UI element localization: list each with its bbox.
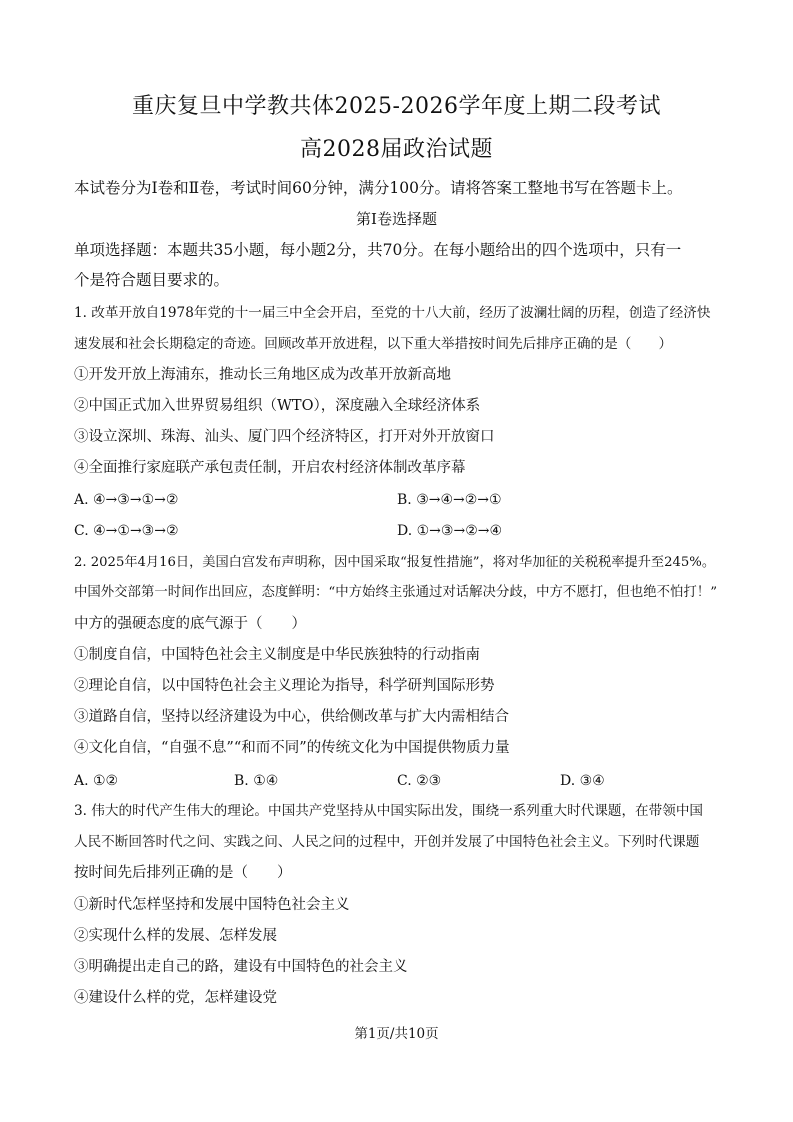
question-3-stem: 3. 伟大的时代产生伟大的理论。中国共产党坚持从中国实际出发，围绕一系列重大时代课题，在带领中国 — [74, 803, 704, 819]
question-3-stem: 按时间先后排列正确的是（ ） — [74, 865, 292, 881]
instructions-line: 个是符合题目要求的。 — [74, 271, 230, 289]
section-title: 第Ⅰ卷选择题 — [356, 210, 437, 228]
option-b[interactable]: B. ③→④→②→① — [397, 492, 502, 508]
option-b[interactable]: B. ①④ — [234, 773, 279, 789]
question-1-stem: 1. 改革开放自1978年党的十一届三中全会开启，至党的十八大前，经历了波澜壮阔的历程，创造了经济快 — [74, 305, 711, 321]
question-3-item: ③明确提出走自己的路，建设有中国特色的社会主义 — [74, 959, 408, 975]
option-a[interactable]: A. ④→③→①→② — [74, 492, 179, 508]
question-2-item: ②理论自信，以中国特色社会主义理论为指导，科学研判国际形势 — [74, 678, 495, 694]
question-1-options — [74, 489, 722, 511]
question-2-item: ④文化自信，“自强不息”“和而不同”的传统文化为中国提供物质力量 — [74, 740, 510, 756]
exam-title: 重庆复旦中学教共体2025-2026学年度上期二段考试 — [132, 94, 661, 119]
option-a[interactable]: A. ①② — [74, 773, 119, 789]
exam-subtitle: 高2028届政治试题 — [300, 137, 493, 162]
question-2-stem: 2. 2025年4月16日，美国白宫发布声明称，因中国采取“报复性措施”，将对华加征的关税税率提升至245%。 — [74, 555, 716, 570]
question-1-item: ①开发开放上海浦东，推动长三角地区成为改革开放新高地 — [74, 367, 451, 383]
question-3-item: ④建设什么样的党，怎样建设党 — [74, 990, 277, 1006]
question-2-stem: 中国外交部第一时间作出回应，态度鲜明：“中方始终主张通过对话解决分歧，中方不愿打，但也绝不怕打！” — [74, 585, 718, 600]
question-1-stem: 速发展和社会长期稳定的奇迹。回顾改革开放进程，以下重大举措按时间先后排序正确的是（ ） — [74, 336, 673, 352]
question-1-item: ②中国正式加入世界贸易组织（WTO），深度融入全球经济体系 — [74, 398, 481, 414]
page-number: 第1页/共10页 — [354, 1026, 439, 1042]
option-c[interactable]: C. ②③ — [397, 773, 442, 789]
question-3-stem: 人民不断回答时代之问、实践之问、人民之问的过程中，开创并发展了中国特色社会主义。下列时代课题 — [74, 834, 700, 850]
question-3-item: ①新时代怎样坚持和发展中国特色社会主义 — [74, 897, 350, 913]
instructions-line: 单项选择题：本题共35小题，每小题2分，共70分。在每小题给出的四个选项中，只有一 — [74, 241, 682, 259]
option-c[interactable]: C. ④→①→③→② — [74, 523, 179, 539]
question-2-options — [74, 770, 722, 792]
question-2-item: ③道路自信，坚持以经济建设为中心，供给侧改革与扩大内需相结合 — [74, 709, 509, 725]
exam-intro: 本试卷分为Ⅰ卷和Ⅱ卷，考试时间60分钟，满分100分。请将答案工整地书写在答题卡上。 — [74, 179, 683, 197]
question-1-options — [74, 520, 722, 542]
question-2-item: ①制度自信，中国特色社会主义制度是中华民族独特的行动指南 — [74, 647, 480, 663]
question-2-stem: 中方的强硬态度的底气源于（ ） — [74, 616, 306, 632]
question-3-item: ②实现什么样的发展、怎样发展 — [74, 928, 277, 944]
question-1-item: ③设立深圳、珠海、汕头、厦门四个经济特区，打开对外开放窗口 — [74, 429, 495, 445]
option-d[interactable]: D. ①→③→②→④ — [397, 523, 503, 539]
option-d[interactable]: D. ③④ — [560, 773, 605, 789]
question-1-item: ④全面推行家庭联产承包责任制，开启农村经济体制改革序幕 — [74, 460, 466, 476]
